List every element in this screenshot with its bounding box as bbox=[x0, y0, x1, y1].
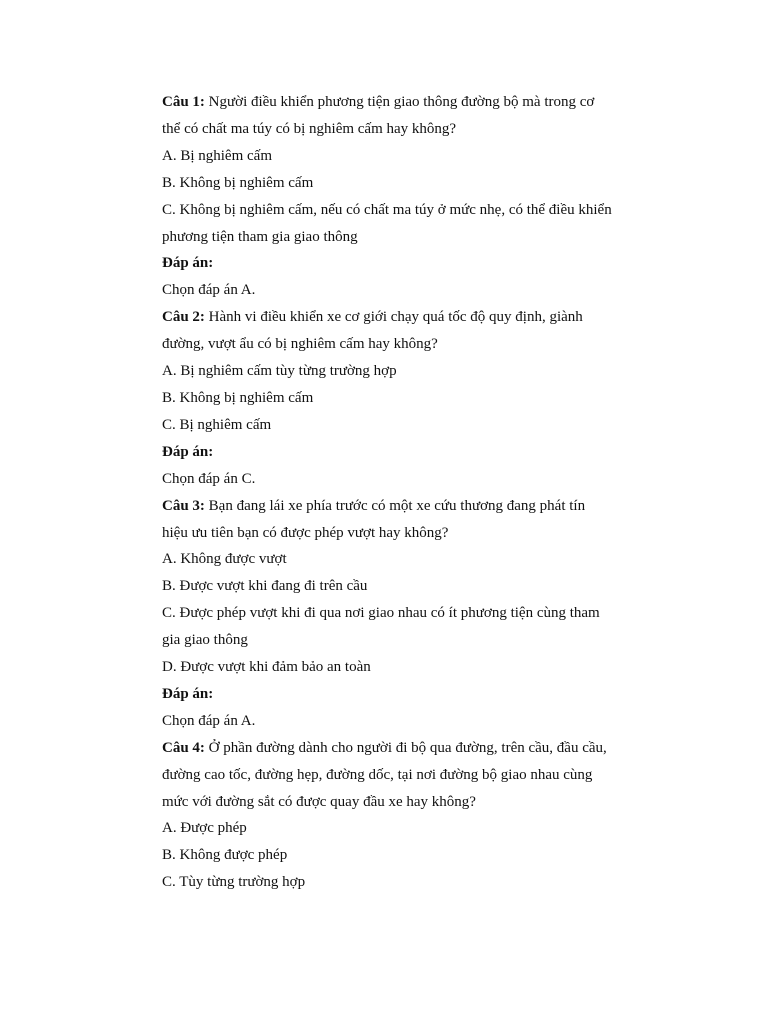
option-b: B. Không bị nghiêm cấm bbox=[162, 389, 314, 406]
question-label: Câu 1: bbox=[162, 94, 205, 110]
question-label: Câu 4: bbox=[162, 739, 205, 756]
question-text bbox=[162, 493, 612, 547]
option-b: B. Không bị nghiêm cấm bbox=[162, 174, 314, 191]
answer-text: Chọn đáp án A. bbox=[162, 282, 256, 299]
option-b: B. Không được phép bbox=[162, 847, 288, 864]
question-body: Hành vi điều khiển xe cơ giới chạy quá tốc độ quy định, giành đường, vượt ẩu có bị nghiêm cấm hay không? bbox=[162, 309, 583, 353]
question-text bbox=[162, 304, 612, 358]
option-a: A. Bị nghiêm cấm bbox=[162, 147, 272, 164]
question-label: Câu 2: bbox=[162, 309, 205, 326]
question-2 bbox=[162, 304, 612, 492]
question-4 bbox=[162, 735, 612, 896]
option-c: C. Tùy từng trường hợp bbox=[162, 874, 306, 891]
option-d: D. Được vượt khi đảm bảo an toàn bbox=[162, 659, 371, 676]
answer-label: Đáp án: bbox=[162, 255, 214, 272]
question-text bbox=[162, 735, 612, 816]
answer-label: Đáp án: bbox=[162, 443, 214, 460]
question-label: Câu 3: bbox=[162, 497, 205, 514]
option-b: B. Được vượt khi đang đi trên cầu bbox=[162, 578, 368, 595]
question-3 bbox=[162, 493, 612, 735]
answer-label: Đáp án: bbox=[162, 685, 214, 702]
question-body: Bạn đang lái xe phía trước có một xe cứu thương đang phát tín hiệu ưu tiên bạn có được phép vượt hay không? bbox=[162, 497, 586, 541]
option-a: A. Không được vượt bbox=[162, 551, 287, 568]
question-body: Ở phần đường dành cho người đi bộ qua đường, trên cầu, đầu cầu, đường cao tốc, đường hẹp, đường dốc, tại nơi đường bộ giao nhau cùng mức với đường sắt có được quay đầu xe hay không? bbox=[162, 739, 607, 810]
option-c: C. Bị nghiêm cấm bbox=[162, 416, 272, 433]
option-c: C. Được phép vượt khi đi qua nơi giao nhau có ít phương tiện cùng tham gia giao thông bbox=[162, 605, 600, 649]
question-1 bbox=[162, 89, 612, 304]
document-page bbox=[162, 89, 612, 896]
answer-text: Chọn đáp án A. bbox=[162, 712, 256, 729]
question-text bbox=[162, 89, 612, 143]
question-body: Người điều khiển phương tiện giao thông đường bộ mà trong cơ thể có chất ma túy có bị nghiêm cấm hay không? bbox=[162, 94, 595, 137]
option-a: A. Được phép bbox=[162, 820, 247, 837]
answer-text: Chọn đáp án C. bbox=[162, 470, 256, 487]
option-a: A. Bị nghiêm cấm tùy từng trường hợp bbox=[162, 363, 397, 380]
option-c: C. Không bị nghiêm cấm, nếu có chất ma túy ở mức nhẹ, có thể điều khiển phương tiện tham gia giao thông bbox=[162, 201, 612, 245]
